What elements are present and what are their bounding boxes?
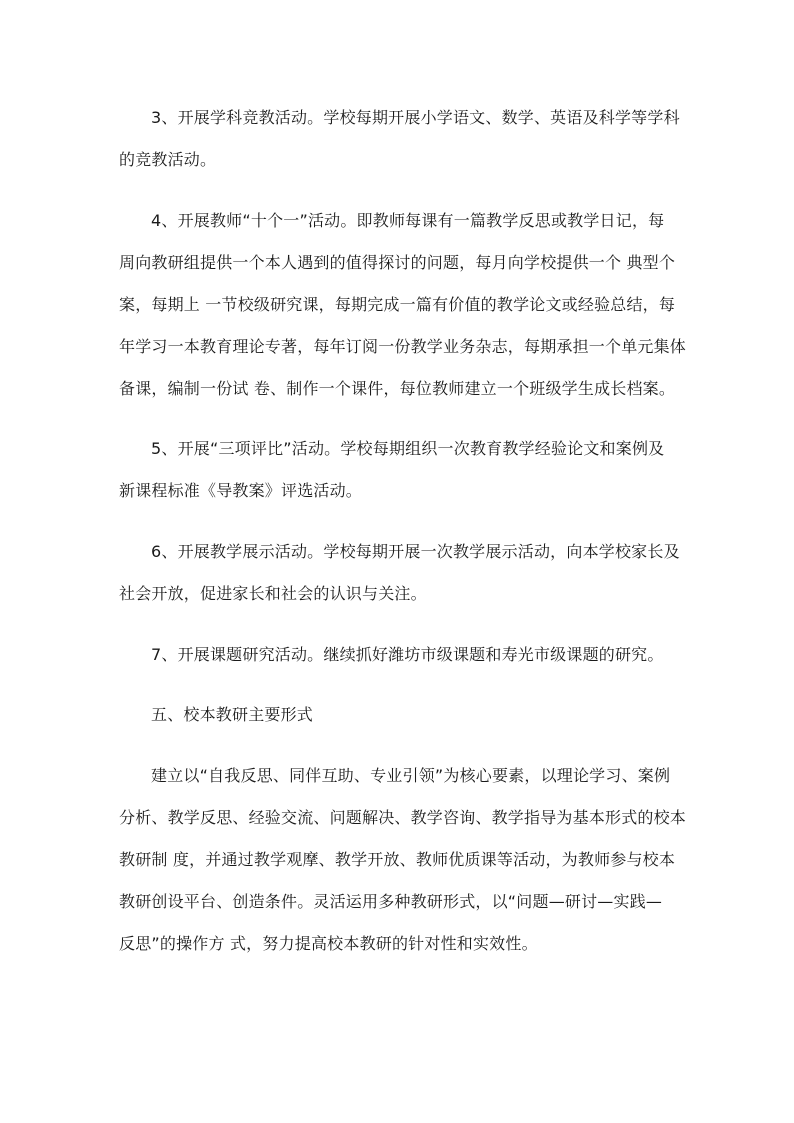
text-line: 教研制 度，并通过教学观摩、教学开放、教师优质课等活动，为教师参与校本 — [119, 850, 676, 869]
text-line: 备课，编制一份试 卷、制作一个课件，每位教师建立一个班级学生成长档案。 — [119, 379, 676, 398]
text-line: 案，每期上 一节校级研究课，每期完成一篇有价值的教学论文或经验总结，每 — [119, 295, 676, 314]
text-line: 新课程标准《导教案》评选活动。 — [119, 481, 363, 500]
text-line: 教研创设平台、创造条件。灵活运用多种教研形式，以“问题—研讨—实践— — [119, 892, 663, 911]
text-line: 3、开展学科竞教活动。学校每期开展小学语文、数学、英语及科学等学科 — [151, 108, 680, 127]
text-line: 建立以“自我反思、同伴互助、专业引领”为核心要素，以理论学习、案例 — [151, 766, 671, 785]
text-line: 社会开放，促进家长和社会的认识与关注。 — [119, 584, 427, 603]
text-line: 的竞教活动。 — [119, 150, 217, 169]
text-line: 分析、教学反思、经验交流、问题解决、教学咨询、教学指导为基本形式的校本 — [119, 808, 687, 827]
text-line: 5、开展“三项评比”活动。学校每期组织一次教育教学经验论文和案例及 — [151, 439, 665, 458]
text-line: 年学习一本教育理论专著，每年订阅一份教学业务杂志，每期承担一个单元集体 — [119, 337, 687, 356]
text-line: 7、开展课题研究活动。继续抓好潍坊市级课题和寿光市级课题的研究。 — [151, 645, 664, 664]
text-line: 周向教研组提供一个本人遇到的值得探讨的问题，每月向学校提供一个 典型个 — [119, 253, 676, 272]
text-line: 反思”的操作方 式，努力提高校本教研的针对性和实效性。 — [119, 934, 538, 953]
text-line: 6、开展教学展示活动。学校每期开展一次教学展示活动，向本学校家长及 — [151, 542, 680, 561]
text-line: 4、开展教师“十个一”活动。即教师每课有一篇教学反思或教学日记，每 — [151, 211, 665, 230]
section-heading: 五、校本教研主要形式 — [151, 705, 314, 724]
